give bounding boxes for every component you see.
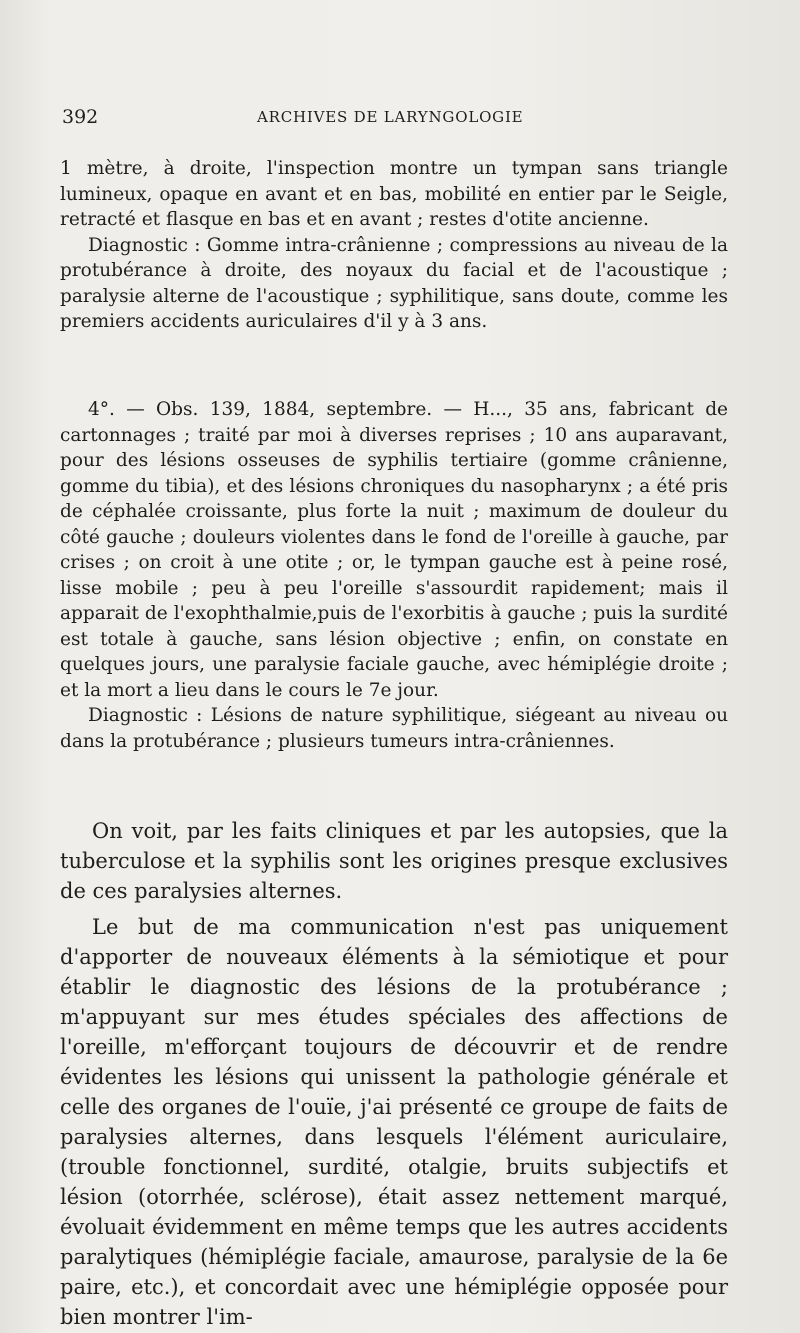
case-4 [60,397,728,754]
page-header [62,106,732,130]
observation-paragraph: 1 mètre, à droite, l'inspection montre un tympan sans triangle lumineux, opaque en avant et en bas, mobilité en entier par le Seigle, retracté et flasque en bas et en avant ; restes d'otite ancienne. [60,158,728,230]
conclusion-paragraph-1: On voit, par les faits cliniques et par les autopsies, que la tuberculose et la syphilis sont les origines presque exclusives de ces paralysies alternes. [60,819,728,903]
running-title: ARCHIVES DE LARYNGOLOGIE [257,108,524,126]
case-4-diagnostic: Diagnostic : Lésions de nature syphilitique, siégeant au niveau ou dans la protubérance ; plusieurs tumeurs intra-crâniennes. [60,705,728,752]
conclusion [60,816,728,1332]
observation-end [60,156,728,335]
page-number: 392 [62,106,99,128]
conclusion-paragraph-2: Le but de ma communication n'est pas uniquement d'apporter de nouveaux éléments à la sémiotique et pour établir le diagnostic des lésions de la protubérance ; m'appuyant sur mes études spéciales des affections de l'oreille, m'efforçant toujours de découvrir et de rendre évidentes les lésions qui unissent la pathologie générale et celle des organes de l'ouïe, j'ai présenté ce groupe de faits de paralysies alternes, dans lesquels l'élément auriculaire, (trouble fonctionnel, surdité, otalgie, bruits subjectifs et lésion (otorrhée, sclérose), était assez nettement marqué, évoluait évidemment en même temps que les autres accidents paralytiques (hémiplégie faciale, amaurose, paralysie de la 6e paire, etc.), et concordait avec une hémiplégie opposée pour bien montrer l'im- [60,915,728,1329]
case-4-description: 4°. — Obs. 139, 1884, septembre. — H..., 35 ans, fabricant de cartonnages ; traité par moi à diverses reprises ; 10 ans auparavant, pour des lésions osseuses de syphilis tertiaire (gomme crânienne, gomme du tibia), et des lésions chroniques du nasopharynx ; a été pris de céphalée croissante, plus forte la nuit ; maximum de douleur du côté gauche ; douleurs violentes dans le fond de l'oreille à gauche, par crises ; on croit à une otite ; or, le tympan gauche est à peine rosé, lisse mobile ; peu à peu l'oreille s'assourdit rapidement; mais il apparait de l'exophthalmie,puis de l'exorbitis à gauche ; puis la surdité est totale à gauche, sans lésion objective ; enfin, on constate en quelques jours, une paralysie faciale gauche, avec hémiplégie droite ; et la mort a lieu dans le cours le 7e jour. [60,399,728,701]
diagnostic-paragraph: Diagnostic : Gomme intra-crânienne ; compressions au niveau de la protubérance à droite, des noyaux du facial et de l'acoustique ; paralysie alterne de l'acoustique ; syphilitique, sans doute, comme les premiers accidents auriculaires d'il y à 3 ans. [60,234,728,332]
